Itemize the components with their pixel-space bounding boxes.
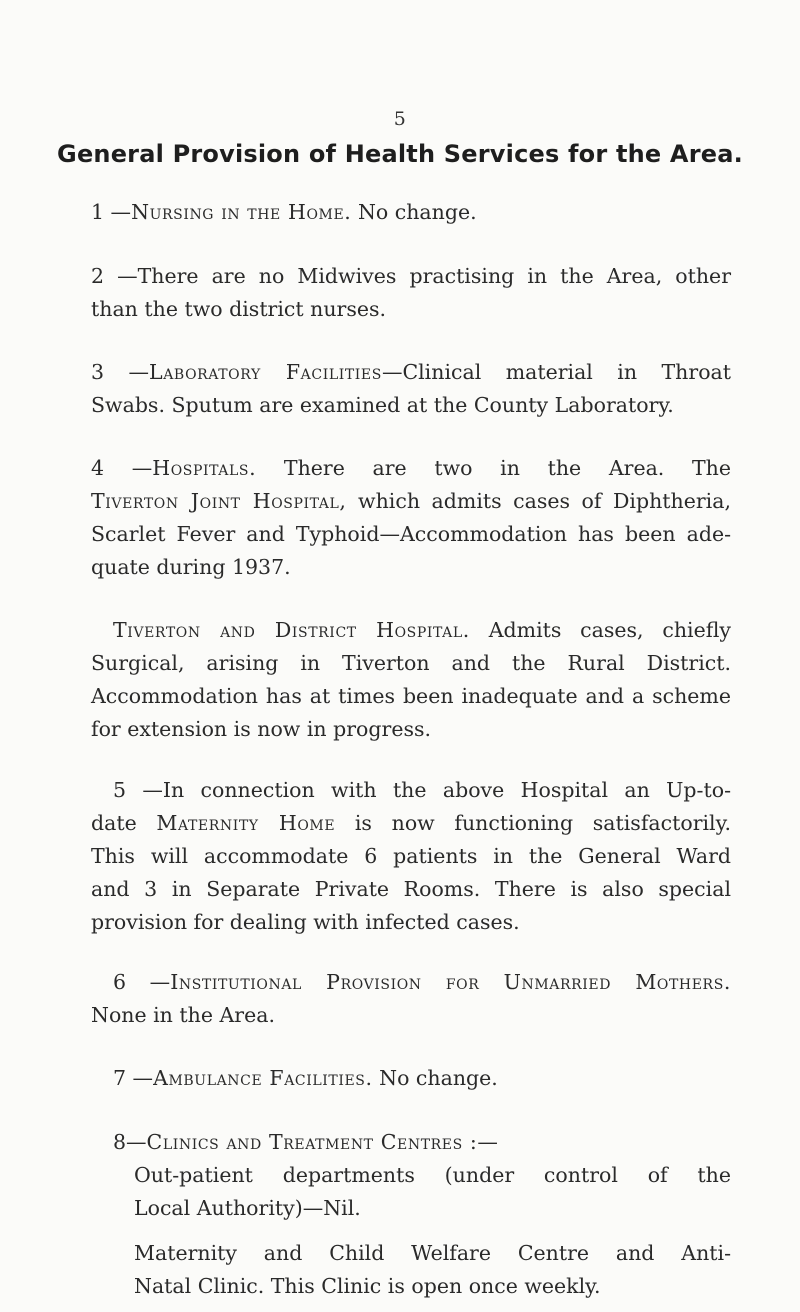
paragraph-line: quate during 1937.	[91, 555, 291, 579]
paragraph-line: This will accommodate 6 patients in the General Ward	[91, 844, 731, 868]
paragraph-line: Out-patient departments (under control of the	[134, 1163, 731, 1187]
paragraph-line: provision for dealing with infected cases.	[91, 910, 520, 934]
paragraph-line: than the two district nurses.	[91, 297, 387, 321]
item-number: 6 —	[113, 970, 171, 994]
page-number: 5	[393, 108, 407, 130]
paragraph-line: Natal Clinic. This Clinic is open once weekly.	[134, 1274, 601, 1298]
paragraph-line: Surgical, arising in Tiverton and the Rural District.	[91, 651, 731, 675]
item-midwives	[91, 260, 731, 326]
item-nursing	[91, 196, 731, 229]
hospital-name: Tiverton Joint Hospital,	[91, 489, 347, 513]
item-number: 3 —	[91, 360, 149, 384]
item-text: No change.	[357, 200, 477, 224]
clinics-outpatient	[113, 1159, 731, 1225]
item-title: Laboratory Facilities	[149, 360, 382, 384]
item-clinics	[91, 1126, 731, 1159]
item-laboratory	[91, 356, 731, 422]
paragraph-line: Accommodation has at times been inadequate and a scheme	[91, 684, 731, 708]
item-title: Clinics and Treatment Centres :—	[146, 1130, 499, 1154]
maternity-home-name: Maternity Home	[156, 811, 336, 835]
paragraph-line: None in the Area.	[91, 1003, 275, 1027]
item-number: 7 —	[113, 1066, 154, 1090]
paragraph-line: and 3 in Separate Private Rooms. There is also special	[91, 877, 731, 901]
item-institutional	[91, 966, 731, 1032]
item-maternity	[91, 774, 731, 939]
item-text: Admits cases, chiefly	[488, 618, 731, 642]
hospital-name: Tiverton and District Hospital.	[113, 618, 470, 642]
item-text: —Clinical material in Throat	[381, 360, 731, 384]
item-title: Ambulance Facilities.	[153, 1066, 373, 1090]
paragraph-line: 2 —There are no Midwives practising in the Area, other	[91, 264, 731, 288]
item-title: Institutional Provision for Unmarried Mothers.	[170, 970, 731, 994]
page-title: General Provision of Health Services for the Area.	[57, 140, 743, 168]
item-ambulance	[91, 1062, 731, 1095]
item-title: Nursing in the Home.	[131, 200, 352, 224]
item-district-hospital	[91, 614, 731, 746]
item-text: date	[91, 811, 137, 835]
paragraph-line: for extension is now in progress.	[91, 717, 432, 741]
paragraph-line: 5 —In connection with the above Hospital an Up-to-	[113, 778, 731, 802]
item-text: which admits cases of Diphtheria,	[358, 489, 731, 513]
item-text: No change.	[379, 1066, 498, 1090]
paragraph-line: Scarlet Fever and Typhoid—Accommodation has been ade-	[91, 522, 731, 546]
item-text: There are two in the Area. The	[283, 456, 731, 480]
item-hospitals	[91, 452, 731, 584]
item-title: Hospitals.	[152, 456, 257, 480]
clinics-maternity-welfare	[113, 1237, 731, 1303]
item-number: 8—	[113, 1130, 147, 1154]
item-number: 4 —	[91, 456, 153, 480]
item-number: 1 —	[91, 200, 132, 224]
paragraph-line: Swabs. Sputum are examined at the County Laboratory.	[91, 393, 674, 417]
paragraph-line: Maternity and Child Welfare Centre and Anti-	[134, 1241, 731, 1265]
paragraph-line: Local Authority)—Nil.	[134, 1196, 361, 1220]
item-text: is now functioning satisfactorily.	[354, 811, 731, 835]
